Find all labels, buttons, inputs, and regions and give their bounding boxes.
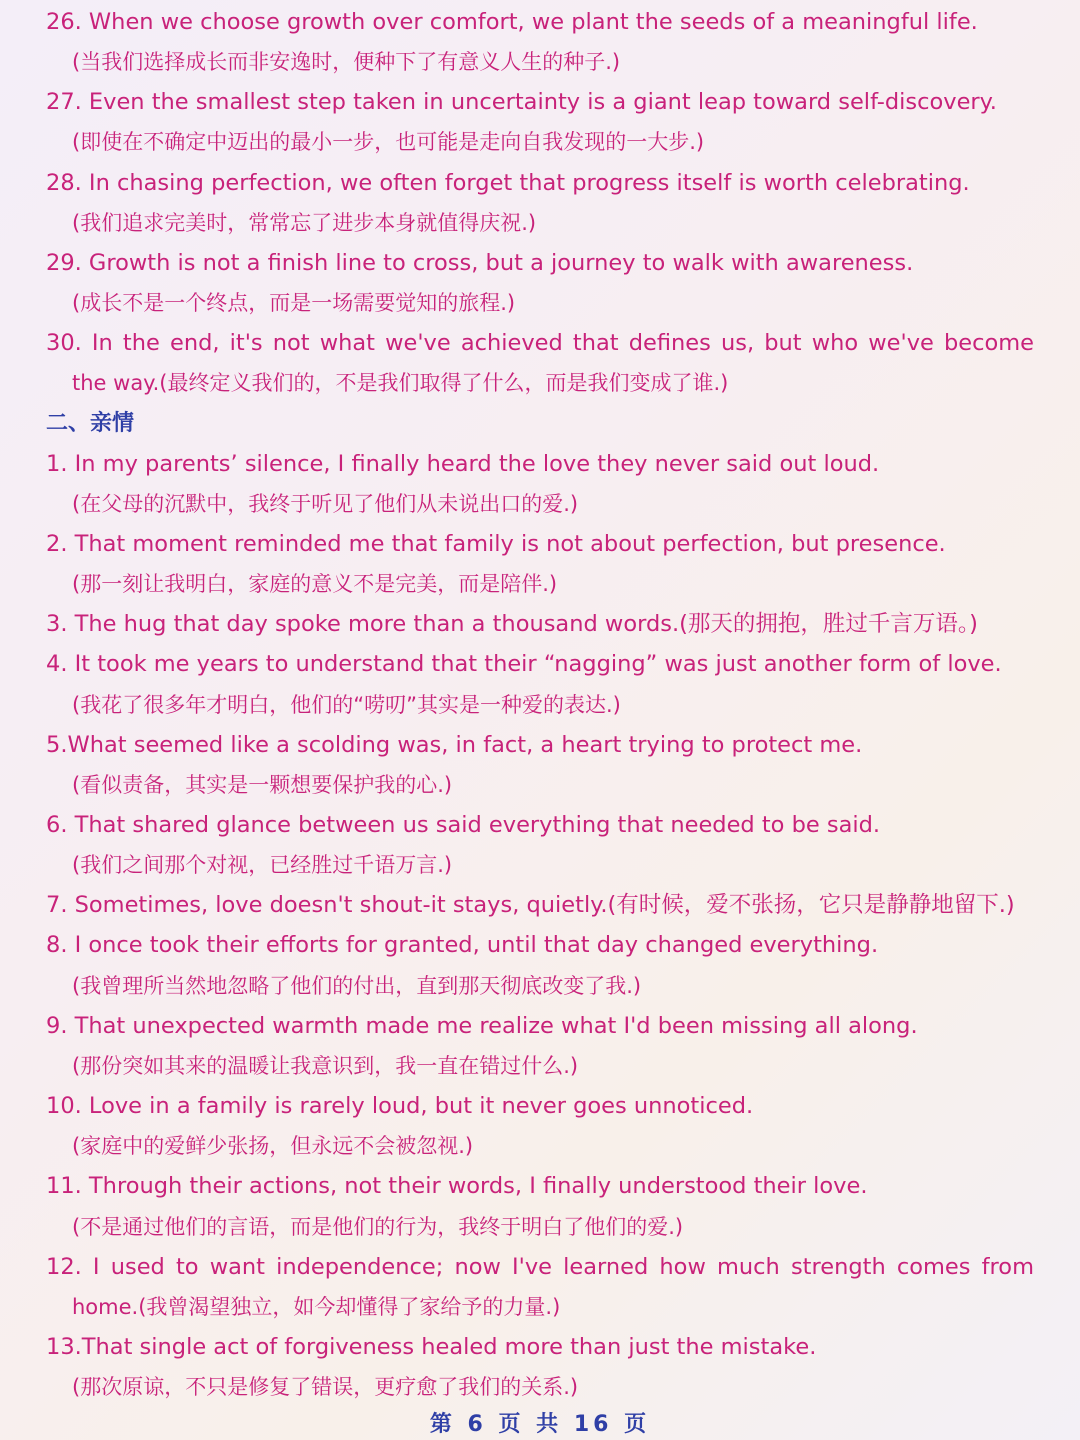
sentence-line: 3. The hug that day spoke more than a thousand words.(那天的拥抱，胜过千言万语。)	[46, 611, 978, 638]
translation-line: (我们追求完美时，常常忘了进步本身就值得庆祝.)	[72, 210, 537, 235]
translation-line: (那一刻让我明白，家庭的意义不是完美，而是陪伴.)	[72, 572, 558, 597]
sentence-line: 12. I used to want independence; now I've learned how much strength comes from	[46, 1253, 1034, 1280]
sentence-line: 6. That shared glance between us said everything that needed to be said.	[46, 812, 881, 838]
translation-line: (成长不是一个终点，而是一场需要觉知的旅程.)	[72, 291, 516, 316]
sentence-line: 10. Love in a family is rarely loud, but it never goes unnoticed.	[46, 1093, 754, 1120]
translation-line: (我花了很多年才明白，他们的“唠叨”其实是一种爱的表达.)	[72, 692, 621, 717]
sentence-line: 13.That single act of forgiveness healed more than just the mistake.	[46, 1333, 817, 1360]
translation-line: home.(我曾渴望独立，如今却懂得了家给予的力量.)	[72, 1294, 561, 1319]
sentence-line: 29. Growth is not a finish line to cross, but a journey to walk with awareness.	[46, 249, 914, 276]
sentence-line: 8. I once took their efforts for granted, until that day changed everything.	[46, 932, 879, 959]
sentence-line: 26. When we choose growth over comfort, we plant the seeds of a meaningful life.	[46, 9, 978, 35]
sentence-line: 5.What seemed like a scolding was, in fact, a heart trying to protect me.	[46, 731, 863, 758]
sentence-line: 27. Even the smallest step taken in uncertainty is a giant leap toward self-discovery.	[46, 89, 997, 116]
sentence-line: 1. In my parents’ silence, I finally heard the love they never said out loud.	[46, 450, 880, 477]
sentence-line: 11. Through their actions, not their words, I finally understood their love.	[46, 1173, 868, 1200]
translation-line: (不是通过他们的言语，而是他们的行为，我终于明白了他们的爱.)	[72, 1214, 684, 1239]
translation-line: (即使在不确定中迈出的最小一步，也可能是走向自我发现的一大步.)	[72, 130, 705, 155]
translation-line: (那次原谅，不只是修复了错误，更疗愈了我们的关系.)	[72, 1375, 579, 1400]
translation-line: (那份突如其来的温暖让我意识到，我一直在错过什么.)	[72, 1053, 579, 1078]
sentence-line: 30. In the end, it's not what we've achieved that defines us, but who we've become	[46, 330, 1034, 357]
translation-line: (看似责备，其实是一颗想要保护我的心.)	[72, 772, 453, 797]
sentence-line: 28. In chasing perfection, we often forget that progress itself is worth celebrating.	[46, 169, 970, 196]
section-heading: 二、亲情	[46, 410, 135, 436]
translation-line: the way.(最终定义我们的，不是我们取得了什么，而是我们变成了谁.)	[72, 371, 729, 396]
translation-line: (我曾理所当然地忽略了他们的付出，直到那天彻底改变了我.)	[72, 973, 642, 998]
sentence-line: 9. That unexpected warmth made me realize what I'd been missing all along.	[46, 1012, 918, 1039]
translation-line: (我们之间那个对视，已经胜过千语万言.)	[72, 853, 453, 878]
sentence-line: 4. It took me years to understand that their “nagging” was just another form of love.	[46, 651, 1002, 678]
translation-line: (在父母的沉默中，我终于听见了他们从未说出口的爱.)	[72, 491, 579, 516]
sentence-line: 2. That moment reminded me that family is not about perfection, but presence.	[46, 530, 946, 557]
translation-line: (当我们选择成长而非安逸时，便种下了有意义人生的种子.)	[72, 50, 621, 75]
translation-line: (家庭中的爱鲜少张扬，但永远不会被忽视.)	[72, 1134, 474, 1159]
page-footer: 第 6 页 共 16 页	[429, 1412, 651, 1437]
sentence-line: 7. Sometimes, love doesn't shout-it stays, quietly.(有时候，爱不张扬，它只是静静地留下.)	[46, 892, 1015, 919]
